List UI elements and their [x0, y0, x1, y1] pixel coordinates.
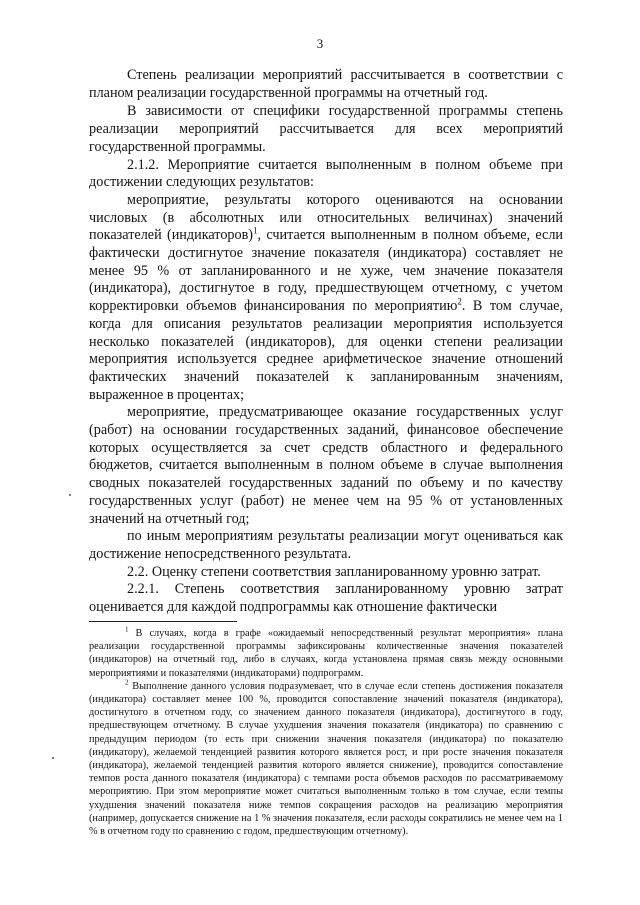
footnotes — [89, 627, 563, 838]
paragraph-6: по иным мероприятиям результаты реализации могут оцениваться как достижение непосредственного результата. — [89, 528, 563, 562]
footnote-2-mark: 2 — [125, 678, 129, 687]
paragraph-2: В зависимости от специфики государственной программы степень реализации мероприятий рассчитывается для всех мероприятий государственной программы. — [89, 103, 563, 155]
paragraph-8: 2.2.1. Степень соответствия запланированному уровню затрат оценивается для каждой подпрограммы как отношение фактически — [89, 581, 563, 616]
paragraph-5: мероприятие, предусматривающее оказание государственных услуг (работ) на основании государственных заданий, финансовое обеспечение которых осуществляется за счет средств областного и федерального бюджетов, считается выполненным в полном объеме в случае выполнения сводных показателей государственных заданий по объему и по качеству государственных услуг (работ) не менее чем на 95 % от установленных значений на отчетный год; — [89, 404, 563, 527]
scan-speck — [52, 757, 54, 759]
footnote-2 — [89, 680, 563, 838]
paragraph-4-part-a: мероприятие, результаты которого оцениваются на основании числовых (в абсолютных или относительных величинах) значений показателей (индикаторов) — [89, 191, 563, 244]
footnote-2-text: Выполнение данного условия подразумевает, что в случае если степень достижения показателя (индикатора) составляет менее 100 %, проводится сопоставление значений показателя (индикатора), достигнутого в отчетном году, со значением данного показателя (индикатора), достигнутого в году, предшествующем отчетному. В случае ухудшения значения показателя (индикатора) по сравнению с предыдущим периодом (то есть при снижении значения показателя (индикатора) по показателю (индикатору), желаемой тенденцией развития которого является рост, и при росте значения показателя (индикатора), желаемой тенденцией развития которого является снижение), проводится сопоставление темпов роста данного показателя (индикатора) с темпами роста объемов расходов по рассматриваемому мероприятию. При этом мероприятие может считаться выполненным только в том случае, если темпы ухудшения значений показателя ниже темпов сокращения расходов на реализацию мероприятия (например, допускается снижение на 1 % значения показателя, если расходы сократились не менее чем на 1 % в отчетном году по сравнению с годом, предшествующим отчетному). — [89, 680, 563, 838]
footnote-1-mark: 1 — [125, 625, 129, 634]
paragraph-4-part-c: . В том случае, когда для описания результатов реализации мероприятия используется несколько показателей (индикаторов), для оценки степени реализации мероприятия используется среднее арифметическое значение отношений фактических значений показателей к запланированным значениям, выраженное в процентах; — [89, 298, 563, 403]
footnote-1-text: В случаях, когда в графе «ожидаемый непосредственный результат мероприятия» плана реализации государственной программы зафиксированы количественные значения показателей (индикаторов) на отчетный год, либо в случаях, когда установлена прямая связь между основными мероприятиями и показателями (индикаторами) подпрограмм. — [89, 628, 564, 679]
footnote-1 — [89, 627, 563, 680]
paragraph-4 — [89, 192, 563, 404]
footnote-ref-2: 2 — [457, 296, 462, 307]
main-text — [89, 67, 563, 617]
footnote-ref-1: 1 — [253, 225, 258, 236]
paragraph-4-part-b: , считается выполненным в полном объеме, если фактически достигнутое значение показателя (индикатора) составляет не менее 95 % от запланированного и не хуже, чем значение показателя (индикатора), достигнутое в году, предшествующем отчетному, с учетом корректировки объемов финансирования по мероприятию — [89, 227, 563, 315]
page-number: 3 — [316, 36, 324, 51]
paragraph-3: 2.1.2. Мероприятие считается выполненным в полном объеме при достижении следующих результатов: — [89, 156, 563, 191]
paragraph-7: 2.2. Оценку степени соответствия запланированному уровню затрат. — [127, 563, 541, 580]
footnote-separator — [89, 621, 237, 622]
paragraph-1: Степень реализации мероприятий рассчитывается в соответствии с планом реализации государственной программы на отчетный год. — [89, 67, 563, 101]
scan-speck — [69, 494, 71, 496]
